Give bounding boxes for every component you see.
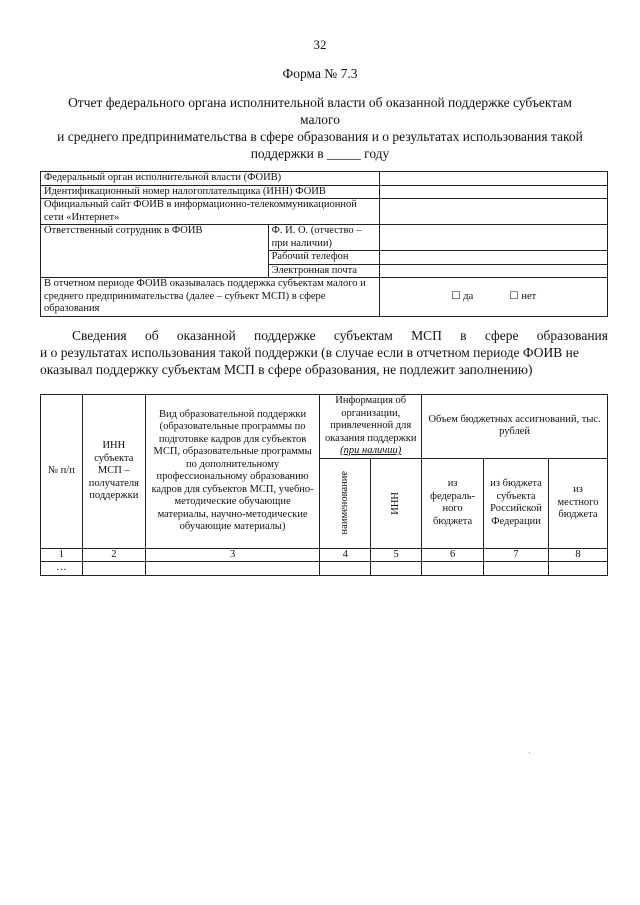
table-cell[interactable]: [484, 562, 549, 576]
column-number: 5: [371, 548, 422, 562]
header-org-inn: [371, 458, 422, 548]
info-label-website: Официальный сайт ФОИВ в информационно-телекоммуникационной сети «Интернет»: [41, 199, 380, 225]
info-value-foiv[interactable]: [380, 172, 608, 186]
info-table: [40, 171, 608, 317]
header-organization-label: Информация об организации, привлеченной для оказания поддержки: [324, 395, 417, 444]
info-value-phone[interactable]: [380, 251, 608, 265]
header-organization-note: (при наличии): [340, 445, 402, 456]
info-label-inn: Идентификационный номер налогоплательщика (ИНН) ФОИВ: [41, 185, 380, 199]
info-row-foiv: [41, 172, 608, 186]
info-label-responsible: Ответственный сотрудник в ФОИВ: [41, 225, 269, 278]
scan-mark: ·: [528, 748, 531, 758]
header-inn: ИНН субъекта МСП – получателя поддержки: [82, 395, 145, 549]
header-support-type: Вид образовательной поддержки (образовательные программы по подготовке кадров для субъектов МСП, образовательные программы по дополнительному профессиональному образованию кадров для субъектов МСП, учебно-методические обучающие материалы, научно-методические обучающие материалы): [145, 395, 320, 549]
header-row-1: [41, 395, 608, 459]
column-number: 4: [320, 548, 371, 562]
header-budget-region: из бюджета субъекта Российской Федерации: [484, 458, 549, 548]
header-budget-federal: из федераль-ного бюджета: [422, 458, 484, 548]
header-org-name: [320, 458, 371, 548]
checkbox-yes[interactable]: ☐ да: [451, 290, 474, 302]
table-cell[interactable]: [371, 562, 422, 576]
column-number: 8: [549, 548, 608, 562]
header-budget: Объем бюджетных ассигнований, тыс. рублей: [422, 395, 608, 459]
info-row-support: [41, 278, 608, 317]
header-org-inn-label: ИНН: [389, 491, 401, 515]
info-row-inn: [41, 185, 608, 199]
form-title: Форма № 7.3: [282, 66, 358, 81]
section-heading-line-1: Сведения об оказанной поддержке субъектам МСП в сфере образования: [72, 328, 608, 343]
table-cell[interactable]: [549, 562, 608, 576]
section-heading: [40, 327, 608, 378]
info-label-phone: Рабочий телефон: [268, 251, 380, 265]
info-label-fio: Ф. И. О. (отчество – при наличии): [268, 225, 380, 251]
info-value-inn[interactable]: [380, 185, 608, 199]
checkbox-no[interactable]: ☐ нет: [509, 290, 537, 302]
column-number: 7: [484, 548, 549, 562]
info-value-email[interactable]: [380, 264, 608, 278]
info-label-foiv: Федеральный орган исполнительной власти (ФОИВ): [41, 172, 380, 186]
header-organization: [320, 395, 422, 459]
table-cell[interactable]: [82, 562, 145, 576]
info-value-support: [380, 278, 608, 317]
column-numbers-row: [41, 548, 608, 562]
header-budget-local: из местного бюджета: [549, 458, 608, 548]
table-row: [41, 562, 608, 576]
report-title-line-2: и среднего предпринимательства в сфере образования и о результатах использования такой: [57, 129, 583, 144]
report-title-line-3: поддержки в _____ году: [250, 146, 390, 161]
report-title: [55, 94, 585, 162]
info-row-website: [41, 199, 608, 225]
column-number: 3: [145, 548, 320, 562]
report-title-line-1: Отчет федерального органа исполнительной власти об оказанной поддержке субъектам малого: [68, 95, 572, 127]
table-cell[interactable]: [422, 562, 484, 576]
table-cell[interactable]: [320, 562, 371, 576]
info-value-website[interactable]: [380, 199, 608, 225]
info-row-responsible: [41, 225, 608, 251]
column-number: 6: [422, 548, 484, 562]
info-value-fio[interactable]: [380, 225, 608, 251]
table-cell[interactable]: [145, 562, 320, 576]
section-heading-rest: и о результатах использования такой поддержки (в случае если в отчетном периоде ФОИВ не оказывал поддержку субъектам МСП в сфере образования, не подлежит заполнению): [40, 345, 579, 377]
info-label-email: Электронная почта: [268, 264, 380, 278]
column-number: 2: [82, 548, 145, 562]
header-num: № п/п: [41, 395, 83, 549]
support-table: [40, 394, 608, 576]
column-number: 1: [41, 548, 83, 562]
page-number: 32: [313, 37, 327, 52]
header-org-name-label: наименование: [339, 471, 351, 535]
info-label-support: В отчетном периоде ФОИВ оказывалась поддержка субъектам малого и среднего предпринимательства (далее – субъект МСП) в сфере образования: [41, 278, 380, 317]
ellipsis-cell: …: [41, 562, 83, 576]
